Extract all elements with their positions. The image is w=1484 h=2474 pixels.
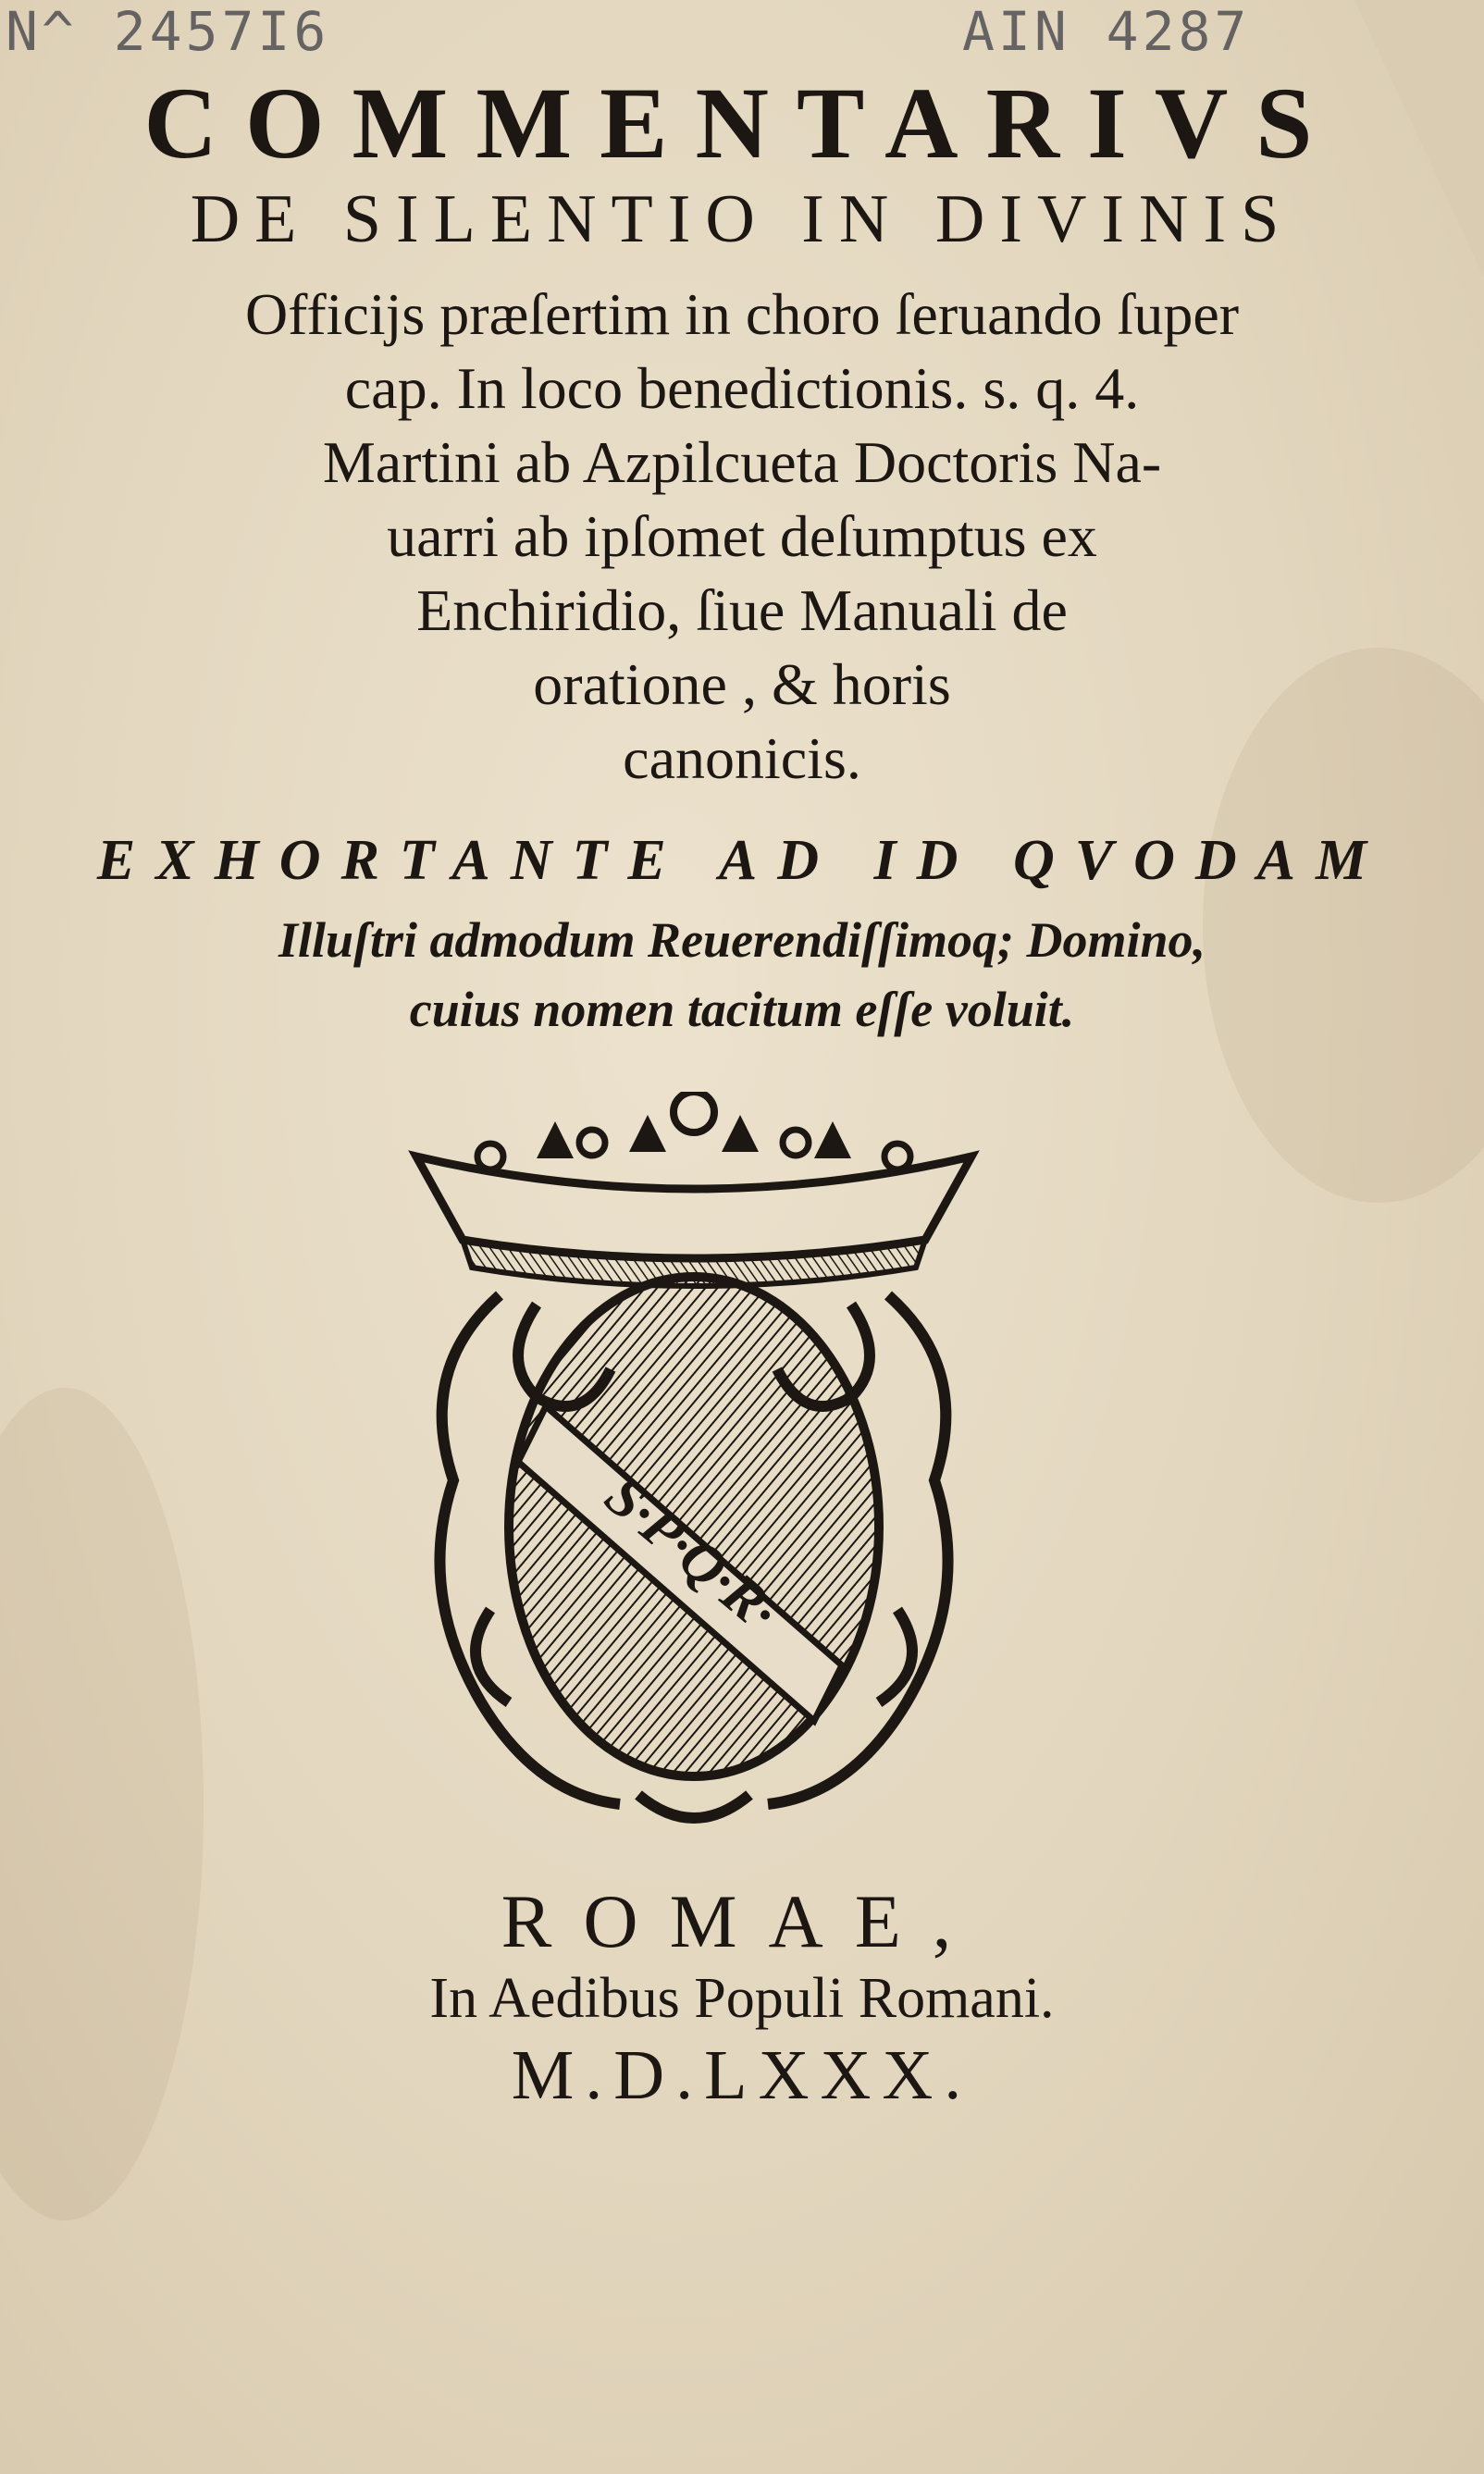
spqr-coat-of-arms xyxy=(398,1092,990,1850)
exhortation-line-2: Illuſtri admodum Reuerendiſſimoq; Domino, xyxy=(278,912,1206,968)
crown-icon xyxy=(416,1092,971,1286)
shelfmark-left: N^ 2457I6 xyxy=(6,0,330,63)
imprint-printer: In Aedibus Populi Romani. xyxy=(429,1967,1055,2030)
title-line-2: DE SILENTIO IN DIVINIS xyxy=(190,181,1294,257)
title-body-line: oratione , & horis xyxy=(533,651,951,717)
shield-motto: S·P·Q·R· xyxy=(593,1464,791,1644)
shelfmark-right: AIN 4287 xyxy=(962,0,1251,63)
imprint-city: ROMAE, xyxy=(501,1879,983,1963)
title-body-line: Officijs præſertim in choro ſeruando ſuper xyxy=(244,281,1240,347)
imprint-year: M.D.LXXX. xyxy=(511,2036,973,2114)
title-body-line: canonicis. xyxy=(623,725,861,791)
title-body-line: uarri ab ipſomet deſumptus ex xyxy=(387,503,1097,569)
title-body-line: Martini ab Azpilcueta Doctoris Na- xyxy=(322,429,1162,495)
title-line-1: COMMENTARIVS xyxy=(143,67,1341,179)
title-body-line: Enchiridio, ſiue Manuali de xyxy=(416,577,1068,643)
title-body-line: cap. In loco benedictionis. s. q. 4. xyxy=(344,355,1140,421)
exhortation-line-3: cuius nomen tacitum eſſe voluit. xyxy=(409,982,1075,1037)
exhortation-line-1: EXHORTANTE AD ID QVODAM xyxy=(96,829,1388,892)
